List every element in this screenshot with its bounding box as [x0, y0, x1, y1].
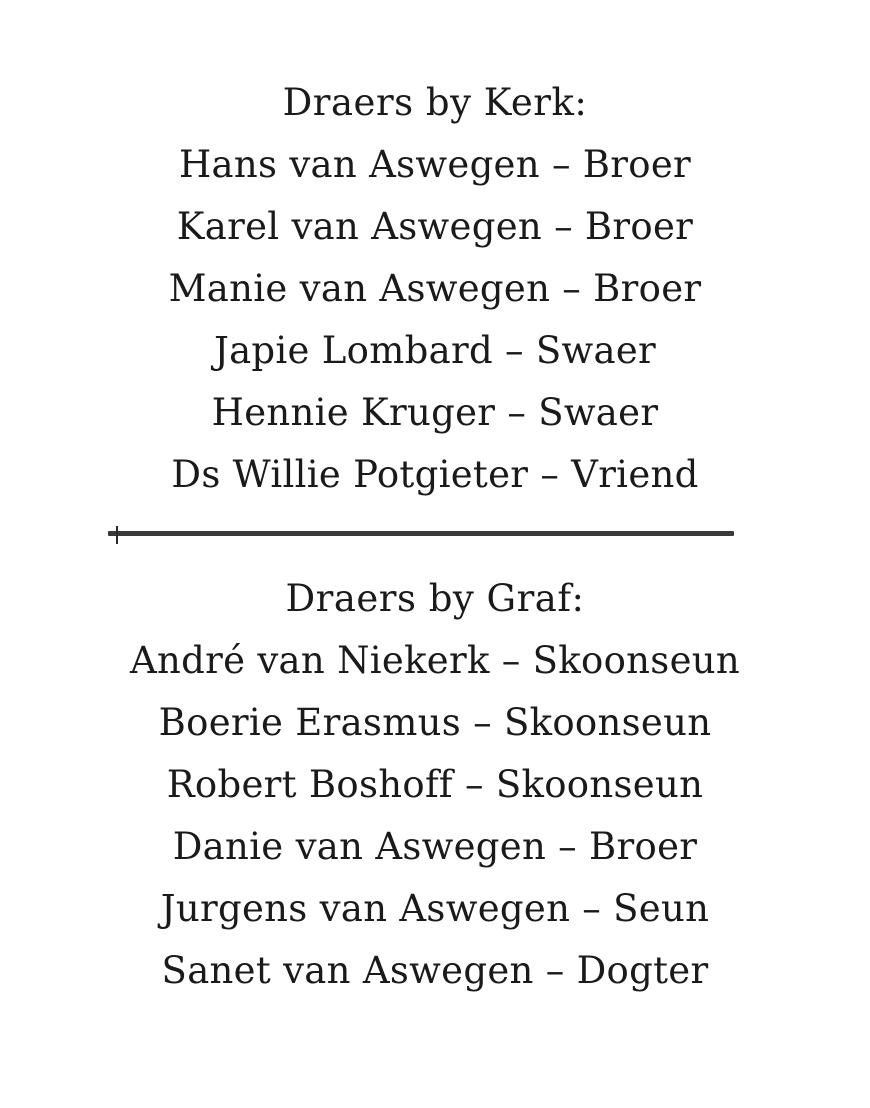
list-item: Ds Willie Potgieter – Vriend	[171, 453, 699, 496]
list-item: Jurgens van Aswegen – Seun	[160, 887, 710, 930]
pallbearers-church-section	[0, 72, 870, 506]
grave-list	[0, 630, 870, 1002]
list-item: Boerie Erasmus – Skoonseun	[158, 701, 712, 744]
list-item: Hennie Kruger – Swaer	[211, 391, 659, 434]
list-item: Manie van Aswegen – Broer	[168, 267, 702, 310]
list-item: Hans van Aswegen – Broer	[178, 143, 692, 186]
section-divider	[108, 526, 734, 544]
list-item: Karel van Aswegen – Broer	[176, 205, 694, 248]
list-item: Robert Boshoff – Skoonseun	[166, 763, 704, 806]
church-heading: Draers by Kerk:	[282, 81, 588, 124]
list-item: Sanet van Aswegen – Dogter	[161, 949, 709, 992]
church-list	[0, 134, 870, 506]
list-item: Japie Lombard – Swaer	[213, 329, 657, 372]
list-item: Danie van Aswegen – Broer	[172, 825, 698, 868]
divider-line	[108, 531, 734, 536]
list-item: André van Niekerk – Skoonseun	[129, 639, 741, 682]
divider-tick	[116, 526, 118, 544]
pallbearers-grave-section	[0, 568, 870, 1002]
grave-heading: Draers by Graf:	[285, 577, 585, 620]
